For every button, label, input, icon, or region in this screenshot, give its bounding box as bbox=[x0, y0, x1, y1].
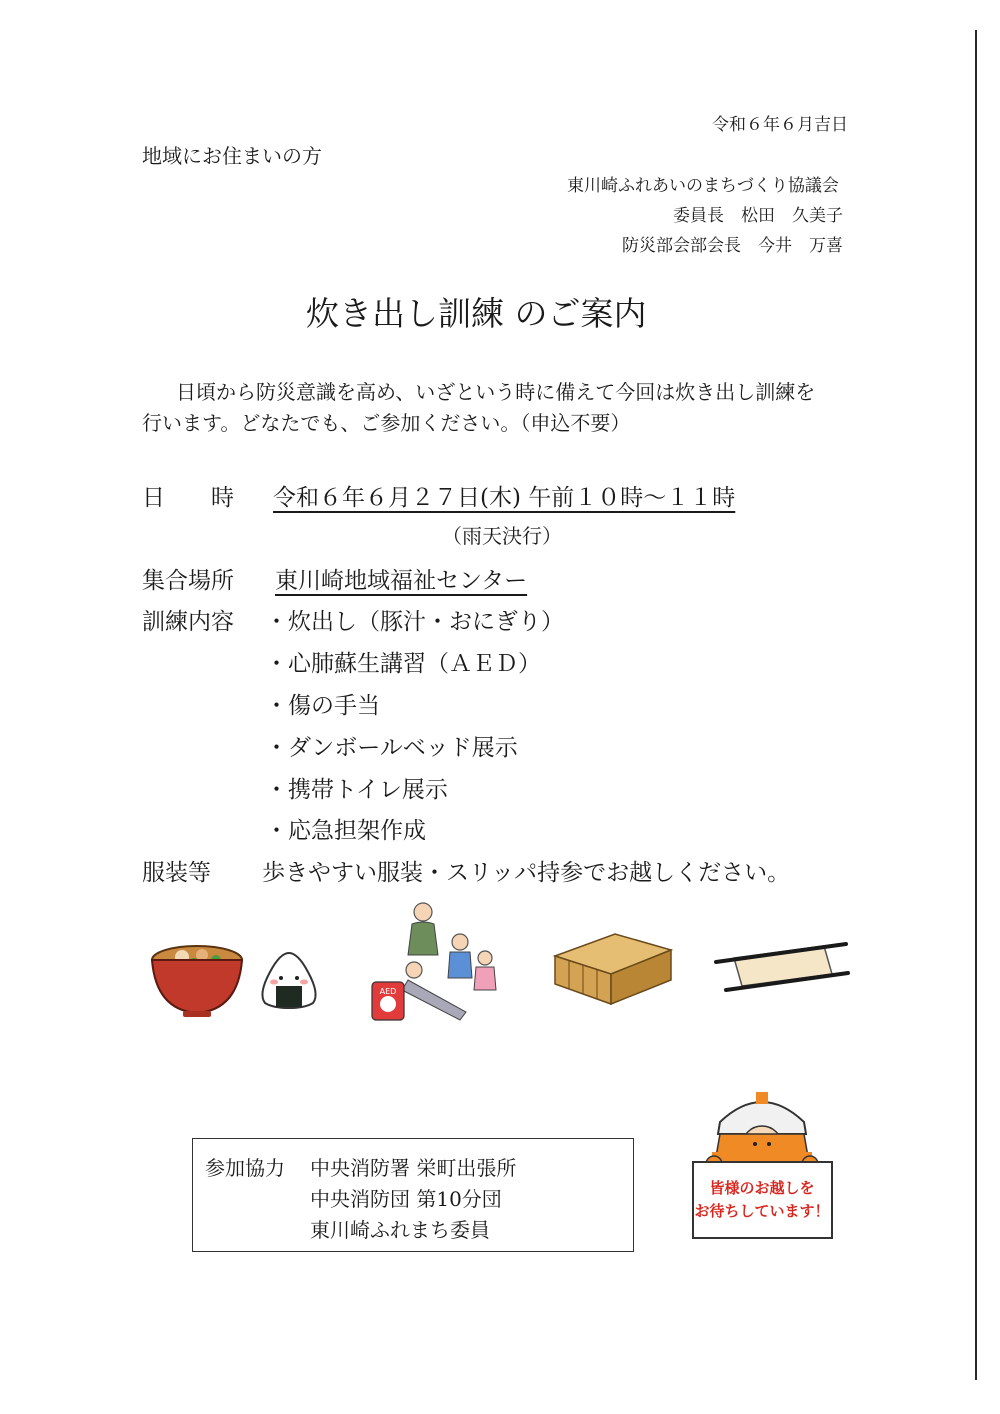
sign-line-1: 皆様のお越しを bbox=[709, 1179, 815, 1197]
rain-note: （雨天決行） bbox=[442, 524, 562, 548]
stretcher-icon bbox=[712, 938, 850, 993]
cardboard-bed-icon bbox=[553, 928, 673, 1006]
dress-value: 歩きやすい服装・スリッパ持参でお越しください。 bbox=[262, 860, 791, 886]
intro-line-1: 日頃から防災意識を高め、いざという時に備えて今回は炊き出し訓練を bbox=[176, 380, 816, 404]
cooperation-item: 東川崎ふれまち委員 bbox=[310, 1218, 490, 1242]
organization-name: 東川崎ふれあいのまちづくり協議会 bbox=[567, 176, 839, 196]
subcommittee-chair: 防災部会部会長 今井 万喜 bbox=[622, 236, 843, 256]
dress-label: 服装等 bbox=[142, 860, 211, 886]
tonjiru-bowl-icon bbox=[150, 935, 245, 1020]
cpr-training-illustration bbox=[368, 900, 503, 1025]
sign-line-2: お待ちしています！ bbox=[694, 1202, 830, 1220]
content-item: ・心肺蘇生講習（ＡＥＤ） bbox=[265, 651, 541, 677]
onigiri-icon bbox=[258, 950, 320, 1010]
firefighter-welcome-sign bbox=[690, 1082, 835, 1242]
content-item: ・応急担架作成 bbox=[265, 818, 426, 844]
intro-line-2: 行います。どなたでも、ご参加ください。（申込不要） bbox=[142, 411, 631, 435]
content-item: ・傷の手当 bbox=[265, 693, 380, 719]
page-edge-line bbox=[975, 30, 977, 1380]
content-label: 訓練内容 bbox=[142, 609, 234, 635]
place-label: 集合場所 bbox=[142, 568, 234, 594]
content-item: ・ダンボールベッド展示 bbox=[265, 735, 518, 761]
content-item: ・炊出し（豚汁・おにぎり） bbox=[265, 609, 564, 635]
place-value: 東川崎地域福祉センター bbox=[275, 568, 528, 594]
content-item: ・携帯トイレ展示 bbox=[265, 777, 448, 803]
aed-label: AED bbox=[379, 987, 397, 996]
cooperation-label: 参加協力 bbox=[205, 1156, 285, 1180]
issue-date: 令和６年６月吉日 bbox=[712, 115, 848, 135]
cooperation-item: 中央消防署 栄町出張所 bbox=[310, 1156, 517, 1180]
document-title: 炊き出し訓練 のご案内 bbox=[306, 294, 647, 333]
chairperson: 委員長 松田 久美子 bbox=[673, 206, 843, 226]
cooperation-item: 中央消防団 第10分団 bbox=[310, 1187, 502, 1211]
addressee: 地域にお住まいの方 bbox=[142, 144, 322, 168]
datetime-value: 令和６年６月２７日(木) 午前１０時〜１１時 bbox=[273, 485, 736, 511]
datetime-label: 日 時 bbox=[142, 485, 234, 511]
